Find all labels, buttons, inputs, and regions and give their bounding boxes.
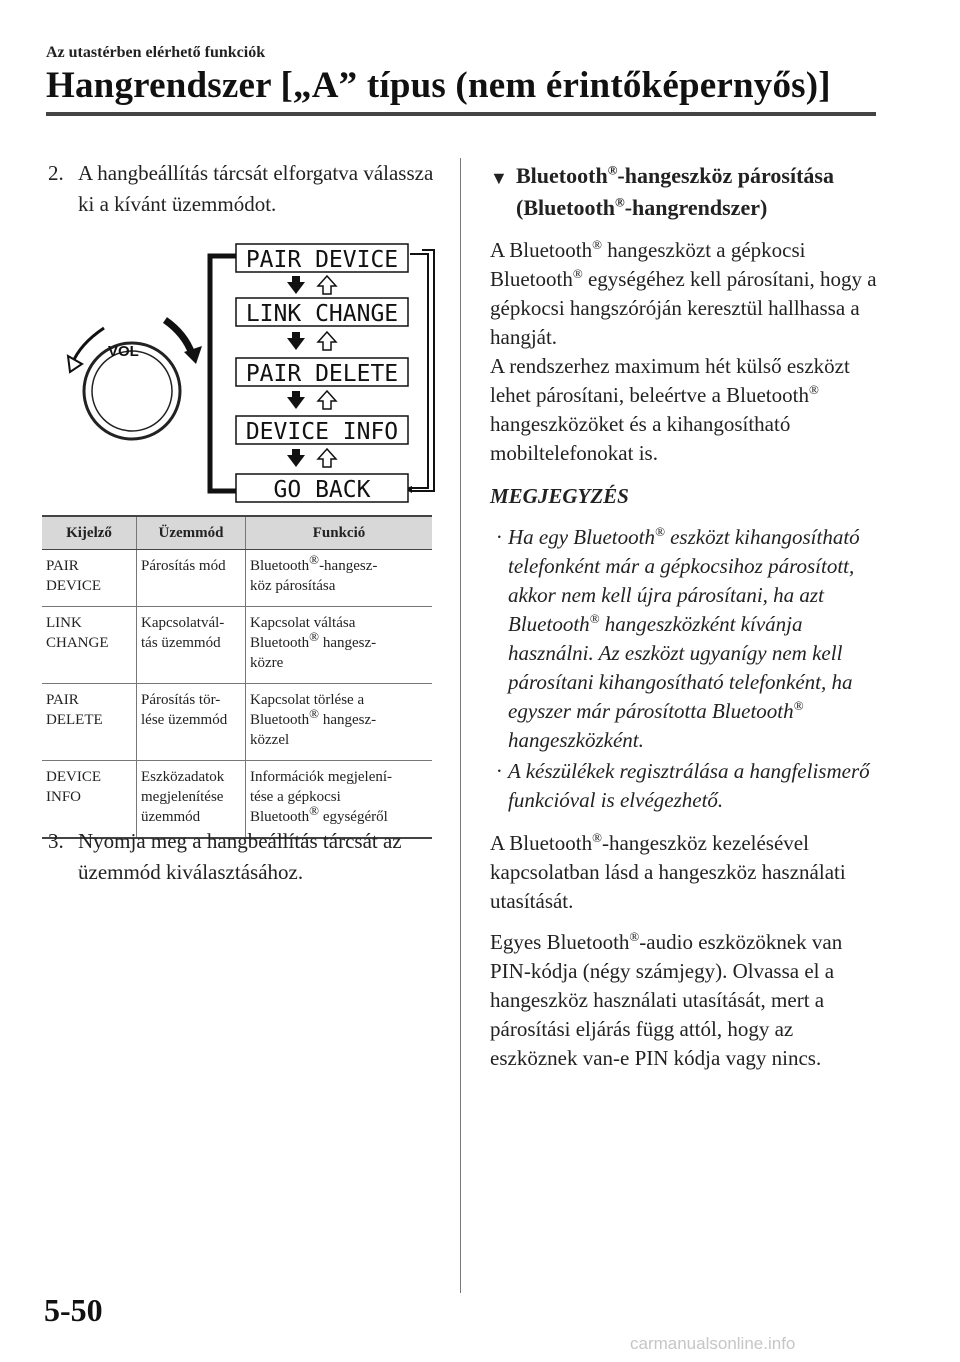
svg-text:PAIR DEVICE: PAIR DEVICE bbox=[245, 247, 399, 273]
table-row: LINK CHANGE Kapcsolatvál- tás üzemmód Kapcsolat váltása Bluetooth® hangesz- közre bbox=[42, 607, 432, 684]
page-number: 5-50 bbox=[44, 1292, 103, 1328]
step-2 bbox=[48, 158, 436, 220]
step-3-text: Nyomja meg a hangbeállítás tárcsát az üzemmód kiválasztásához. bbox=[78, 829, 402, 884]
right-column bbox=[490, 160, 882, 1085]
nav-arrows-3 bbox=[287, 391, 336, 409]
step-2-number: 2. bbox=[48, 161, 64, 185]
svg-text:GO BACK: GO BACK bbox=[273, 477, 371, 503]
left-column bbox=[48, 158, 436, 230]
section-heading: ▼ Bluetooth®-hangeszköz párosítása (Bluetooth®-hangrendszer) bbox=[490, 160, 882, 224]
vol-knob-menu-diagram bbox=[60, 236, 450, 511]
paragraph-usage: A Bluetooth®-hangeszköz kezelésével kapcsolatban lásd a hangeszköz használati utasítását. bbox=[490, 830, 846, 913]
section-triangle-icon: ▼ bbox=[490, 168, 508, 188]
note-heading: MEGJEGYZÉS bbox=[490, 484, 629, 508]
note-bullet: · Ha egy Bluetooth® eszközt kihangosítható telefonként már a gépkocsihoz párosított, akkor nem kell újra párosítani, ha azt Bluetooth® hangeszközként kívánja használni. Az eszközt ugyanígy nem kell párosítani kihangosítható telefonként, ha egyszer már párosította Bluetooth® hangeszközként. bbox=[496, 524, 860, 752]
svg-text:LINK CHANGE: LINK CHANGE bbox=[245, 301, 399, 327]
table-header: Üzemmód bbox=[137, 516, 246, 550]
nav-arrows-1 bbox=[287, 276, 336, 294]
menu-item-pair-delete bbox=[236, 358, 408, 387]
page-title: Hangrendszer [„A” típus (nem érintőképernyős)] bbox=[46, 65, 831, 106]
step-3 bbox=[48, 826, 443, 888]
paragraph-pairing-intro: A Bluetooth® hangeszközt a gépkocsi Bluetooth® egységéhez kell párosítani, hogy a gépkocsi hangszóróján keresztül hallhassa a hangját. A rendszerhez maximum hét külső eszközt lehet párosítani, beleértve a Bluetooth® hangeszközöket és a kihangosítható mobiltelefonokat is. bbox=[490, 237, 877, 465]
header-rule bbox=[46, 112, 876, 116]
menu-item-link-change bbox=[236, 298, 408, 327]
paragraph-pin: Egyes Bluetooth®-audio eszközöknek van PIN-kódja (négy számjegy). Olvassa el a hangeszköz használati utasítását, mert a párosítási eljárás függ attól, hogy az eszköznek van-e PIN kódja vagy nincs. bbox=[490, 929, 843, 1070]
menu-item-go-back bbox=[236, 474, 408, 503]
header-section-label: Az utastérben elérhető funkciók bbox=[46, 44, 266, 61]
note-bullet: · A készülékek regisztrálása a hangfelismerő funkcióval is elvégezhető. bbox=[496, 759, 870, 812]
table-row: PAIR DEVICE Párosítás mód Bluetooth®-hangesz- köz párosítása bbox=[42, 550, 432, 607]
column-divider bbox=[460, 158, 461, 1293]
watermark: carmanualsonline.info bbox=[630, 1334, 796, 1353]
table-header: Funkció bbox=[246, 516, 433, 550]
rotate-right-arrow bbox=[165, 320, 192, 354]
mode-table bbox=[42, 515, 432, 839]
table-row: DEVICE INFO Eszközadatok megjelenítése üzemmód Információk megjelení- tése a gépkocsi Bluetooth® egységéről bbox=[42, 761, 432, 839]
vol-label: VOL bbox=[108, 343, 139, 360]
menu-item-pair-device bbox=[236, 244, 408, 273]
step-2-text: A hangbeállítás tárcsát elforgatva válassza ki a kívánt üzemmódot. bbox=[78, 161, 434, 216]
nav-arrows-2 bbox=[287, 332, 336, 350]
table-row: PAIR DELETE Párosítás tör- lése üzemmód Kapcsolat törlése a Bluetooth® hangesz- közzel bbox=[42, 684, 432, 761]
nav-arrows-4 bbox=[287, 449, 336, 467]
svg-text:DEVICE INFO: DEVICE INFO bbox=[245, 419, 399, 445]
menu-item-device-info bbox=[236, 416, 408, 445]
table-header: Kijelző bbox=[42, 516, 137, 550]
svg-text:PAIR DELETE: PAIR DELETE bbox=[245, 361, 399, 387]
step-3-number: 3. bbox=[48, 829, 64, 853]
